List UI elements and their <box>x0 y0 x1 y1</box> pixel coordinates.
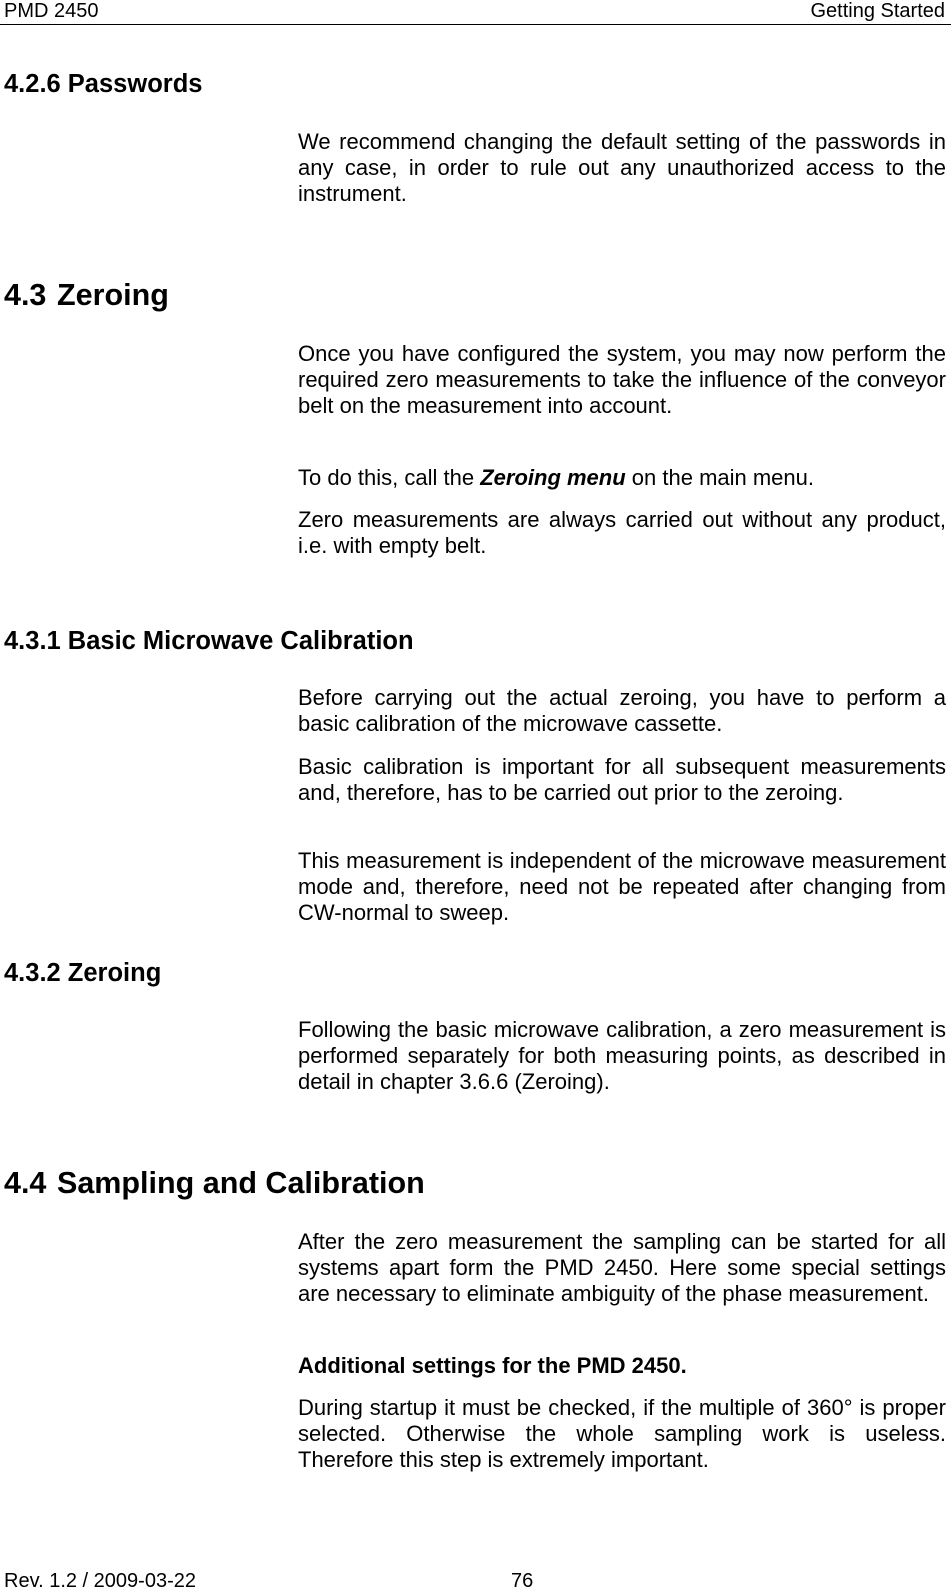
header-rule <box>0 24 951 25</box>
heading-basic-microwave-calibration: 4.3.1 Basic Microwave Calibration <box>4 627 414 655</box>
running-header-left: PMD 2450 <box>4 0 99 22</box>
paragraph-passwords: We recommend changing the default setting of the passwords in any case, in order to rule out any unauthorized access to the instrument. <box>298 129 947 206</box>
heading-sampling-calibration: 4.4 Sampling and Calibration <box>4 1166 425 1200</box>
paragraph-zeroing-menu: To do this, call the Zeroing menu on the main menu. <box>298 465 815 490</box>
paragraph-basic-cal-1: Before carrying out the actual zeroing, you have to perform a basic calibration of the microwave cassette. <box>298 685 946 736</box>
paragraph-zeroing-empty-belt: Zero measurements are always carried out without any product, i.e. with empty belt. <box>298 507 946 558</box>
heading-zeroing-procedure: 4.3.2 Zeroing <box>4 959 162 987</box>
page-number: 76 <box>511 1570 534 1592</box>
paragraph-basic-cal-2: Basic calibration is important for all subsequent measurements and, therefore, has to be carried out prior to the zeroing. <box>298 754 946 805</box>
footer-revision: Rev. 1.2 / 2009-03-22 <box>4 1570 196 1592</box>
heading-passwords: 4.2.6 Passwords <box>4 70 203 98</box>
paragraph-additional-settings: Additional settings for the PMD 2450. <box>298 1353 687 1378</box>
heading-zeroing: 4.3 Zeroing <box>4 278 169 312</box>
zeroing-menu-term: Zeroing menu <box>480 465 626 490</box>
paragraph-zeroing-procedure: Following the basic microwave calibration, a zero measurement is performed separately for both measuring points, as described in detail in chapter 3.6.6 (Zeroing). <box>298 1017 946 1094</box>
paragraph-sampling-intro: After the zero measurement the sampling can be started for all systems apart form the PMD 2450. Here some special settings are necessary to eliminate ambiguity of the phase measurement. <box>298 1229 946 1306</box>
paragraph-basic-cal-3: This measurement is independent of the microwave measurement mode and, therefore, need not be repeated after changing from CW-normal to sweep. <box>298 848 946 925</box>
paragraph-zeroing-intro: Once you have configured the system, you may now perform the required zero measurements to take the influence of the conveyor belt on the measurement into account. <box>298 341 946 418</box>
running-header-right: Getting Started <box>810 0 945 22</box>
paragraph-startup-check: During startup it must be checked, if the multiple of 360° is proper selected. Otherwise the whole sampling work is useless. Therefore this step is extremely important. <box>298 1395 946 1472</box>
